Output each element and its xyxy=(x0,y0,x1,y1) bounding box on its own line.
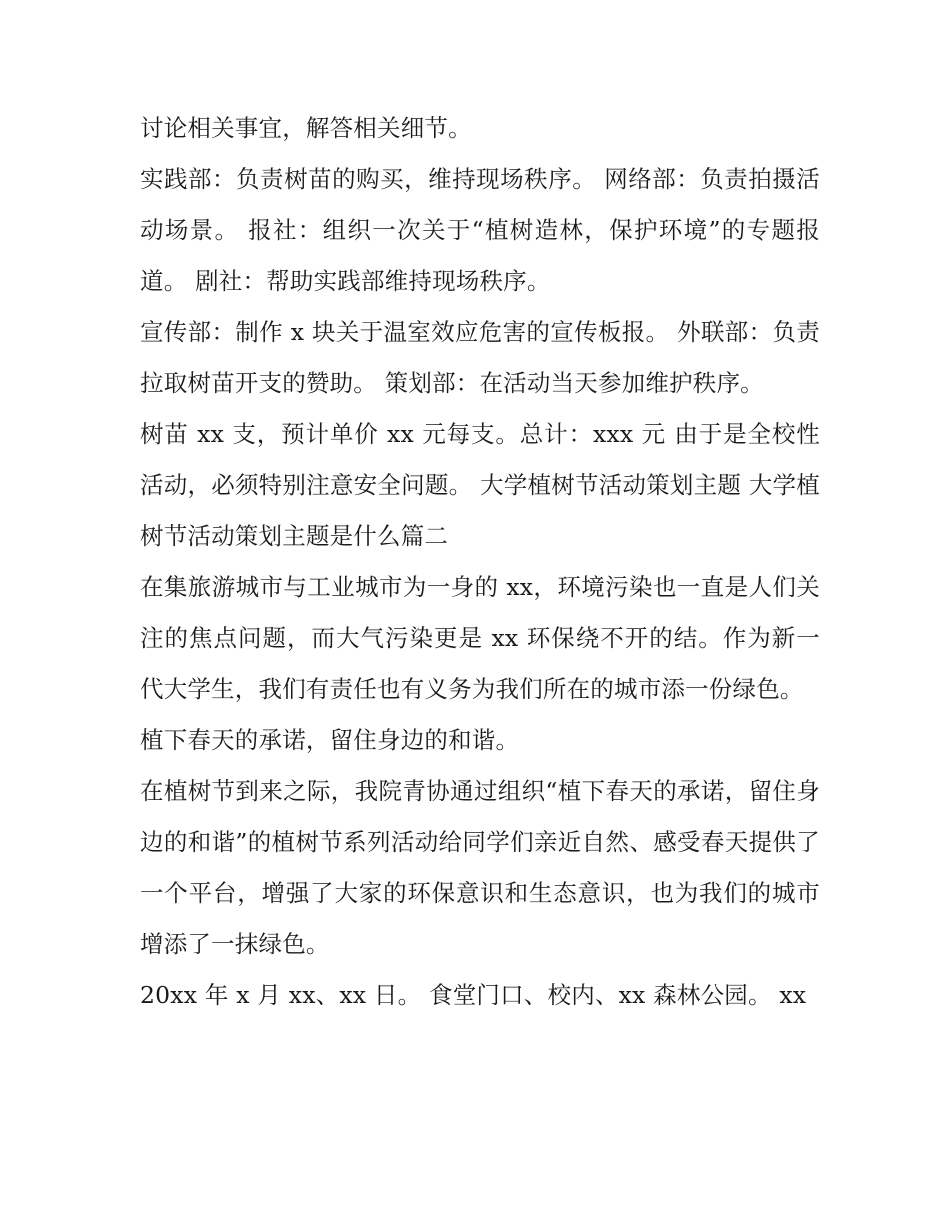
paragraph-departments-2: 宣传部：制作 x 块关于温室效应危害的宣传板报。 外联部：负责拉取树苗开支的赞助。 策划部：在活动当天参加维护秩序。 xyxy=(140,318,820,397)
paragraph-departments-1: 实践部：负责树苗的购买，维持现场秩序。 网络部：负责拍摄活动场景。 报社：组织一次关于“植树造林，保护环境”的专题报道。 剧社：帮助实践部维持现场秩序。 xyxy=(140,165,820,295)
paragraph-date-location: 20xx 年 x 月 xx、xx 日。 食堂门口、校内、xx 森林公园。 xx xyxy=(140,981,807,1009)
document-body xyxy=(140,103,820,1021)
paragraph-background: 在集旅游城市与工业城市为一身的 xx，环境污染也一直是人们关注的焦点问题，而大气污染更是 xx 环保绕不开的结。作为新一代大学生，我们有责任也有义务为我们所在的城市添一份绿色。 xyxy=(140,573,820,703)
paragraph-activity: 在植树节到来之际，我院青协通过组织“植下春天的承诺，留住身边的和谐”的植树节系列活动给同学们亲近自然、感受春天提供了一个平台，增强了大家的环保意识和生态意识，也为我们的城市增添了一抹绿色。 xyxy=(140,777,820,958)
paragraph-budget: 树苗 xx 支，预计单价 xx 元每支。总计：xxx 元 由于是全校性活动，必须特别注意安全问题。 大学植树节活动策划主题 大学植树节活动策划主题是什么篇二 xyxy=(140,420,820,550)
paragraph-discussion: 讨论相关事宜，解答相关细节。 xyxy=(140,114,472,142)
paragraph-slogan: 植下春天的承诺，留住身边的和谐。 xyxy=(140,726,520,754)
